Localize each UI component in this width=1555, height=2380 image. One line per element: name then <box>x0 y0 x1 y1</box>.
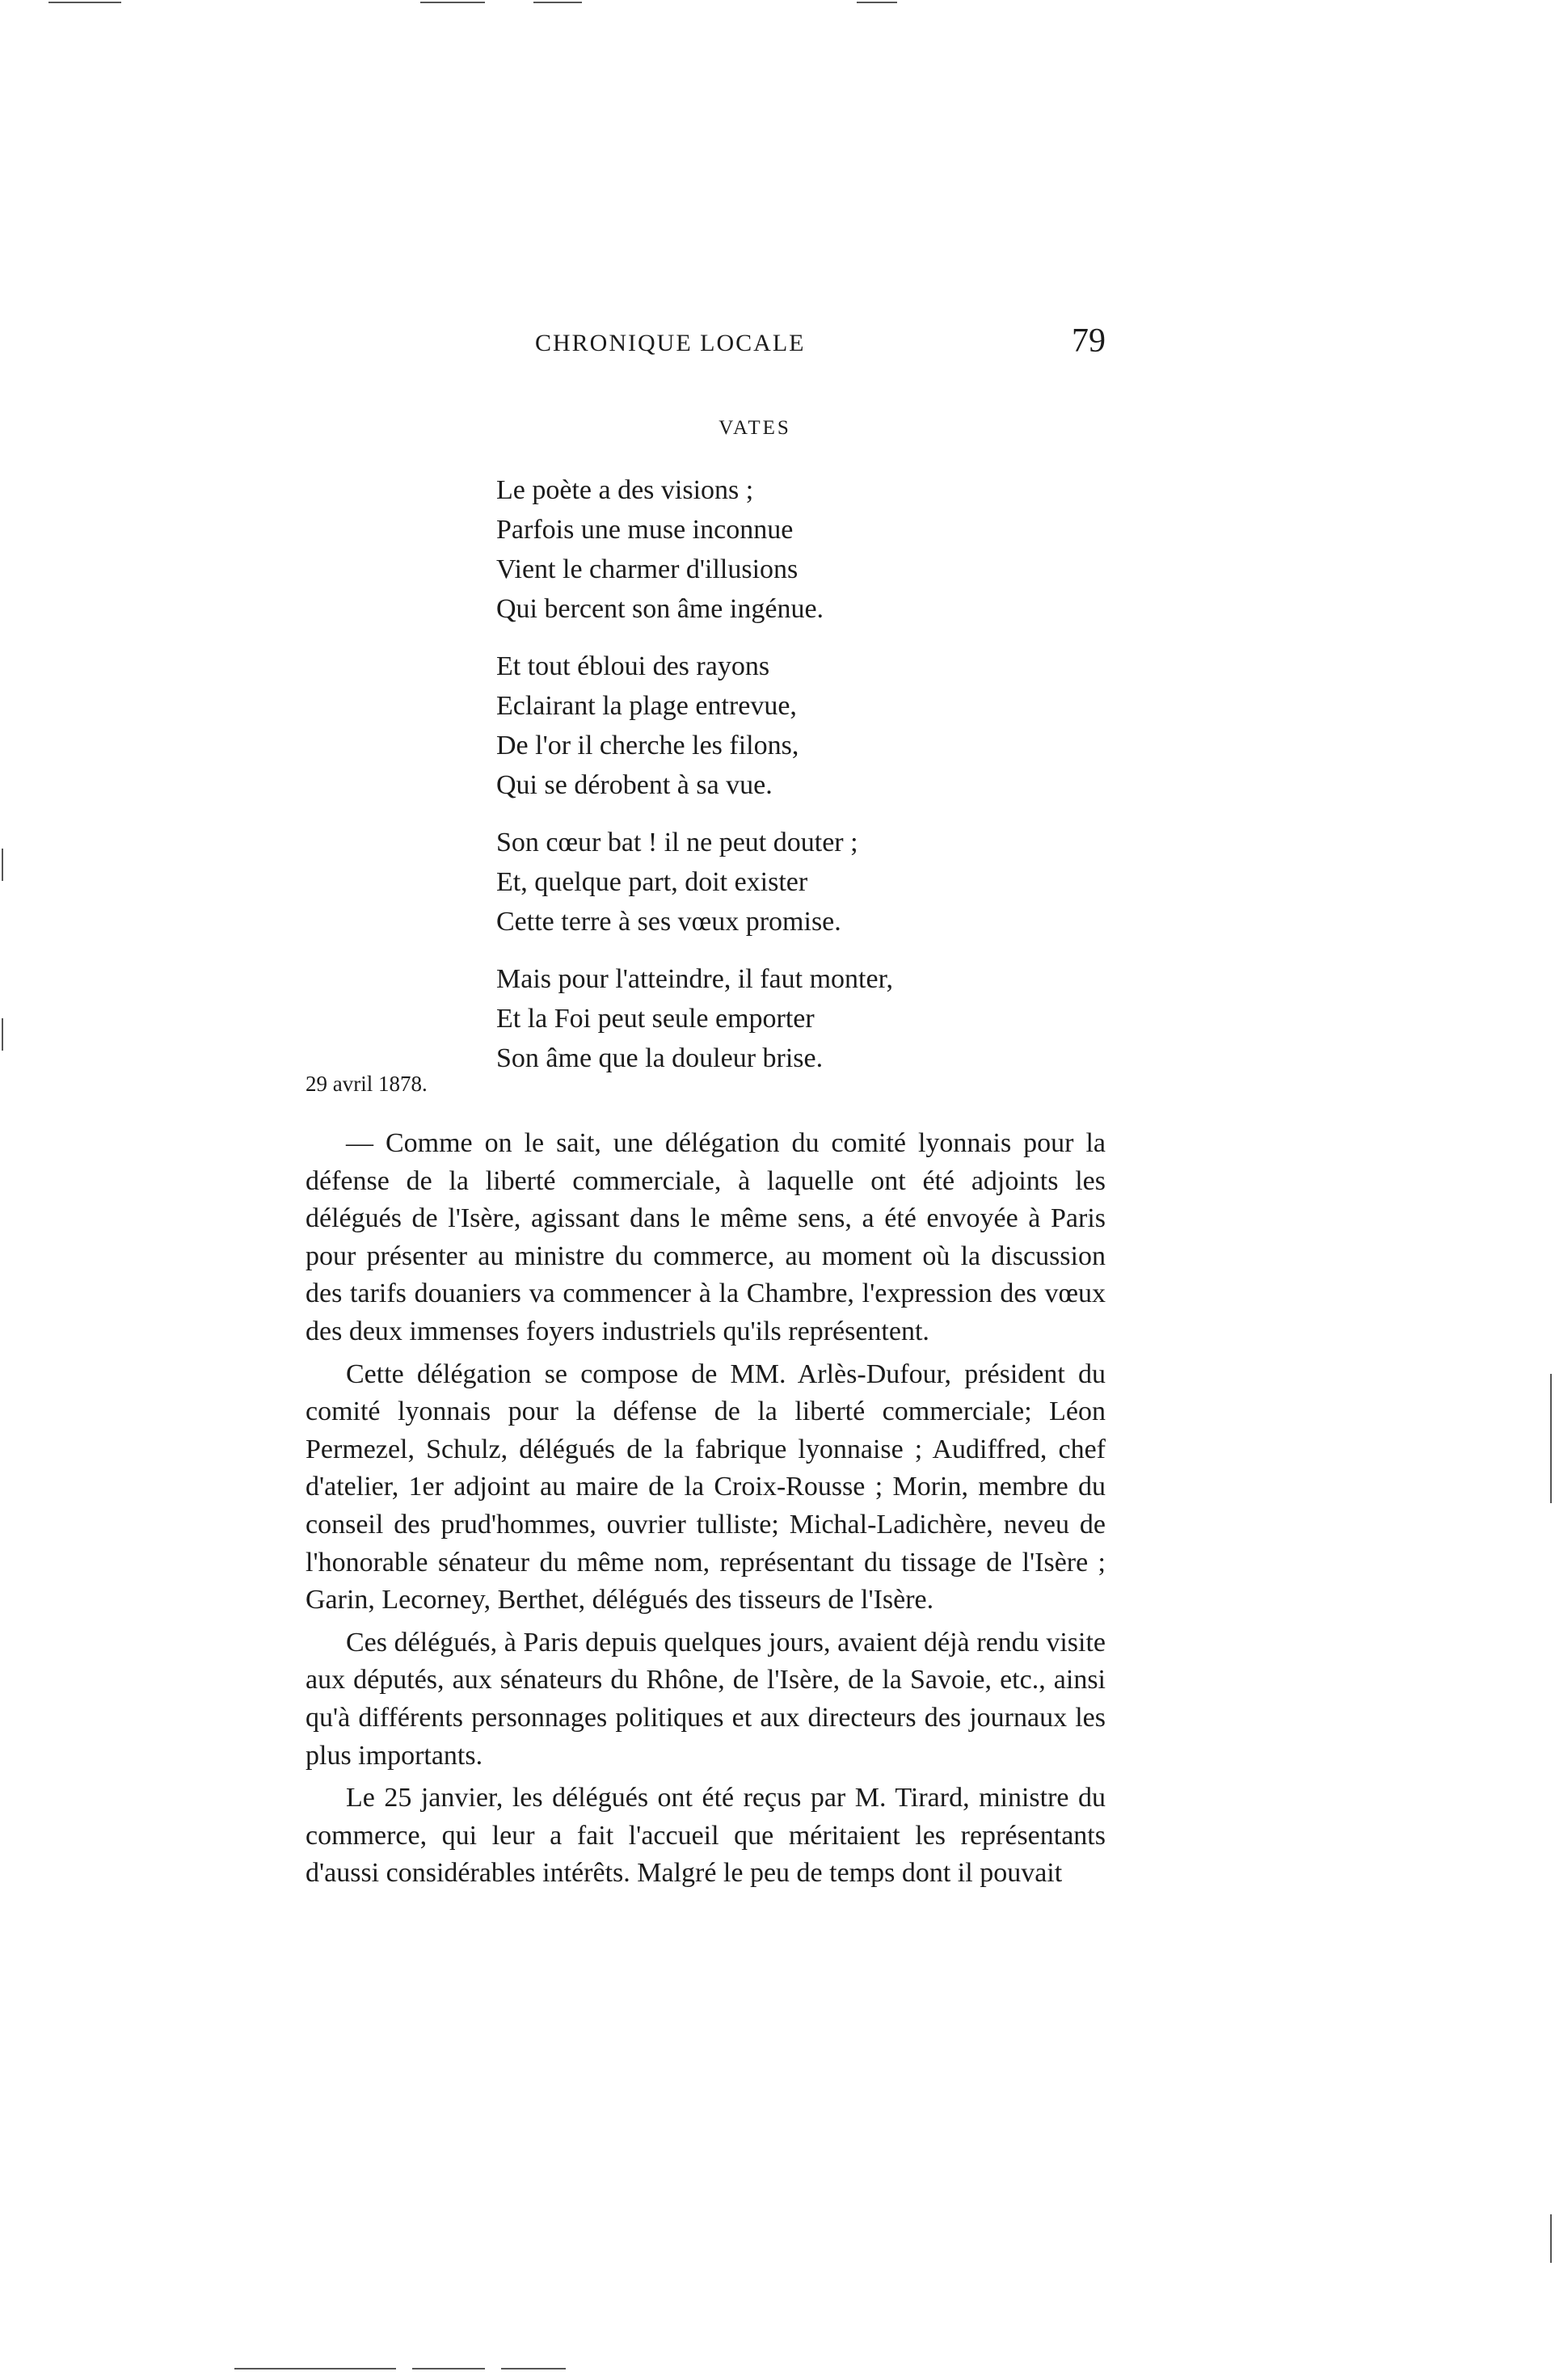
scan-edge-mark <box>501 2368 566 2369</box>
verse-line: Parfois une muse inconnue <box>496 515 794 545</box>
poem-title: VATES <box>719 417 791 439</box>
verse-line: Le poète a des visions ; <box>496 475 754 505</box>
scan-edge-mark <box>48 2 121 3</box>
paragraph: Ces délégués, à Paris depuis quelques jours, avaient déjà rendu visite aux députés, aux sénateurs du Rhône, de l'Isère, de la Savoie, etc., ainsi qu'à différents personnages politiques et aux directeurs des journaux les plus importants. <box>306 1627 1106 1771</box>
poem-date: 29 avril 1878. <box>306 1072 428 1096</box>
scan-edge-mark <box>2 849 3 881</box>
scan-edge-mark <box>2 1018 3 1051</box>
paragraph: Cette délégation se compose de MM. Arlès-Dufour, président du comité lyonnais pour la défense de la liberté commerciale; Léon Permezel, Schulz, délégués de la fabrique lyonnaise ; Audiffred, chef d'atelier, 1er adjoint au maire de la Croix-Rousse ; Morin, membre du conseil des prud'hommes, ouvrier tulliste; Michal-Ladichère, neveu de l'honorable sénateur du même nom, représentant du tissage de l'Isère ; Garin, Lecorney, Berthet, délégués des tisseurs de l'Isère. <box>306 1358 1106 1615</box>
article-body <box>306 1125 1106 1898</box>
stanza <box>496 647 1078 805</box>
verse-line: Son âme que la douleur brise. <box>496 1043 824 1073</box>
running-title: CHRONIQUE LOCALE <box>535 330 806 356</box>
scan-edge-mark <box>1550 1374 1552 1503</box>
verse-line: Et la Foi peut seule emporter <box>496 1004 815 1034</box>
verse-line: Vient le charmer d'illusions <box>496 554 799 584</box>
page-number: 79 <box>1072 322 1106 360</box>
stanza <box>496 959 1078 1078</box>
paragraph: — Comme on le sait, une délégation du comité lyonnais pour la défense de la liberté commerciale, à laquelle ont été adjoints les délégués de l'Isère, agissant dans le même sens, a été envoyée à Paris pour présenter au ministre du commerce, au moment où la discussion des tarifs douaniers va commencer à la Chambre, l'expression des vœux des deux immenses foyers industriels qu'ils représentent. <box>306 1128 1106 1346</box>
paragraph: Le 25 janvier, les délégués ont été reçus par M. Tirard, ministre du commerce, qui leur a fait l'accueil que méritaient les représentants d'aussi considérables intérêts. Malgré le peu de temps dont il pouvait <box>306 1783 1106 1889</box>
running-header <box>307 322 1106 370</box>
verse-line: Et tout ébloui des rayons <box>496 651 770 681</box>
scan-edge-mark <box>420 2 485 3</box>
verse-line: Mais pour l'atteindre, il faut monter, <box>496 964 894 994</box>
verse-line: Eclairant la plage entrevue, <box>496 691 797 721</box>
scan-edge-mark <box>234 2368 396 2369</box>
scan-edge-mark <box>1550 2214 1552 2263</box>
verse-line: Et, quelque part, doit exister <box>496 867 808 897</box>
verse-line: De l'or il cherche les filons, <box>496 731 799 760</box>
scan-edge-mark <box>412 2368 485 2369</box>
stanza <box>496 823 1078 941</box>
verse-line: Cette terre à ses vœux promise. <box>496 907 841 937</box>
verse-line: Qui bercent son âme ingénue. <box>496 594 824 624</box>
verse-line: Qui se dérobent à sa vue. <box>496 770 773 800</box>
scan-edge-mark <box>533 2 582 3</box>
verse-line: Son cœur bat ! il ne peut douter ; <box>496 828 858 857</box>
stanza <box>496 470 1078 629</box>
scan-edge-mark <box>857 2 897 3</box>
poem <box>496 470 1078 1096</box>
